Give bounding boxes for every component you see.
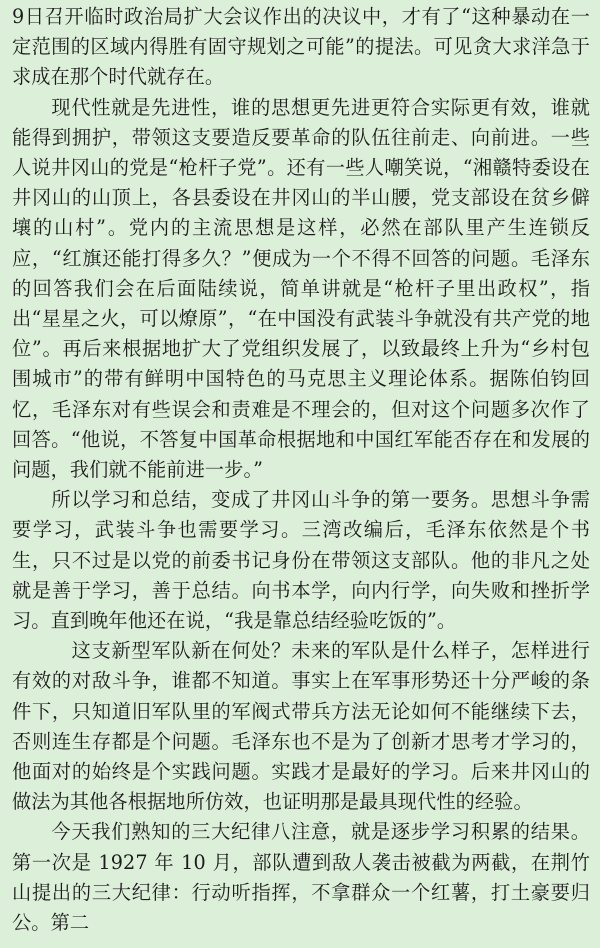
paragraph-1: 9日召开临时政治局扩大会议作出的决议中，才有了“这种暴动在一定范围的区域内得胜有固守规划之可能”的提法。可见贪大求洋急于求成在那个时代就存在。 [12, 5, 590, 89]
paragraph-2: 现代性就是先进性，谁的思想更先进更符合实际更有效，谁就能得到拥护，带领这支要造反要革命的队伍往前走、向前进。一些人说井冈山的党是“枪杆子党”。还有一些人嘲笑说，“湘赣特委设在井冈山的山顶上，各县委设在井冈山的半山腰，党支部设在贫乡僻壤的山村”。党内的主流思想是这样，必然在部队里产生连锁反应，“红旗还能打得多久？”便成为一个不得不回答的问题。毛泽东的回答我们会在后面陆续说，简单讲就是“枪杆子里出政权”，指出“星星之火，可以燎原”，“在中国没有武装斗争就没有共产党的地位”。再后来根据地扩大了党组织发展了，以致最终上升为“乡村包围城市”的带有鲜明中国特色的马克思主义理论体系。据陈伯钧回忆，毛泽东对有些误会和责难是不理会的，但对这个问题多次作了回答。“他说，不答复中国革命根据地和中国红军能否存在和发展的问题，我们就不能前进一步。” [12, 95, 590, 482]
paragraph-5: 今天我们熟知的三大纪律八注意，就是逐步学习积累的结果。第一次是 1927 年 10 月，部队遭到敌人袭击被截为两截，在荆竹山提出的三大纪律：行动听指挥，不拿群众一个红薯，打土豪要归公。第二 [12, 820, 590, 935]
paragraph-4: 这支新型军队新在何处？未来的军队是什么样子，怎样进行有效的对敌斗争，谁都不知道。事实上在军事形势还十分严峻的条件下，只知道旧军队里的军阀式带兵方法无论如何不能继续下去，否则连生存都是个问题。毛泽东也不是为了创新才思考才学习的，他面对的始终是个实践问题。实践才是最好的学习。后来井冈山的做法为其他各根据地所仿效，也证明那是最具现代性的经验。 [12, 639, 590, 814]
paragraph-3: 所以学习和总结，变成了井冈山斗争的第一要务。思想斗争需要学习，武装斗争也需要学习。三湾改编后，毛泽东依然是个书生，只不过是以党的前委书记身份在带领这支部队。他的非凡之处就是善于学习，善于总结。向书本学，向内行学，向失败和挫折学习。直到晚年他还在说，“我是靠总结经验吃饭的”。 [12, 488, 590, 633]
